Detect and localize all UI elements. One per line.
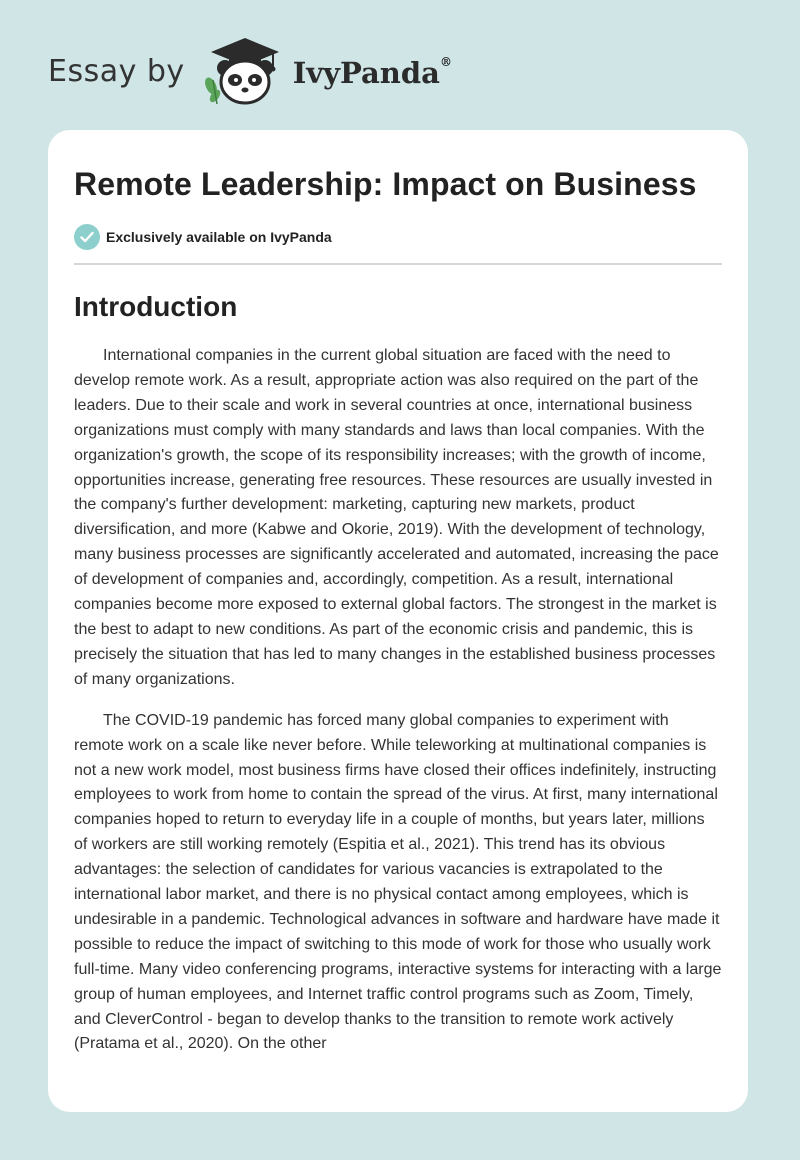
site-header [48,36,452,106]
check-icon [74,224,100,250]
exclusive-badge [74,224,722,250]
essay-card [48,130,748,1112]
essay-by-label: Essay by [48,53,185,89]
section-heading: Introduction [74,291,238,322]
paragraph: The COVID-19 pandemic has forced many global companies to experiment with remote work on a scale like never before. While teleworking at multinational companies is not a new work model, most business firms have closed their offices indefinitely, instructing employees to work from home to contain the spread of the virus. At first, many international companies hoped to return to everyday life in a couple of months, but years later, millions of workers are still working remotely (Espitia et al., 2021). This trend has its obvious advantages: the selection of candidates for various vacancies is extrapolated to the international labor market, and there is no physical contact among employees, which is undesirable in a pandemic. Technological advances in software and hardware have made it possible to reduce the impact of switching to this mode of work for those who usually work full-time. Many video conferencing programs, interactive systems for interacting with a large group of human employees, and Internet traffic control programs such as Zoom, Timely, and CleverControl - began to develop thanks to the transition to remote work actively (Pratama et al., 2020). On the other [74,711,722,1053]
panda-graduate-logo-icon[interactable] [199,36,291,106]
brand-name[interactable]: IvyPanda® [292,55,452,90]
paragraph: International companies in the current global situation are faced with the need to develop remote work. As a result, appropriate action was also required on the part of the leaders. Due to their scale and work in several countries at once, international business organizations must comply with many standards and laws than local companies. With the organization's growth, the scope of its responsibility increases; with the growth of income, opportunities increase, generating free resources. These resources are usually invested in the company's further development: marketing, capturing new markets, product diversification, and more (Kabwe and Okorie, 2019). With the development of technology, many business processes are significantly accelerated and automated, increasing the pace of development of companies and, accordingly, competition. As a result, international companies become more exposed to external global factors. The strongest in the market is the best to adapt to new conditions. As part of the economic crisis and pandemic, this is precisely the situation that has led to many changes in the established business processes of many organizations. [74,347,719,688]
page-title: Remote Leadership: Impact on Business [74,166,697,202]
registered-mark: ® [439,55,452,70]
divider [74,263,722,265]
exclusive-badge-text: Exclusively available on IvyPanda [106,229,332,245]
